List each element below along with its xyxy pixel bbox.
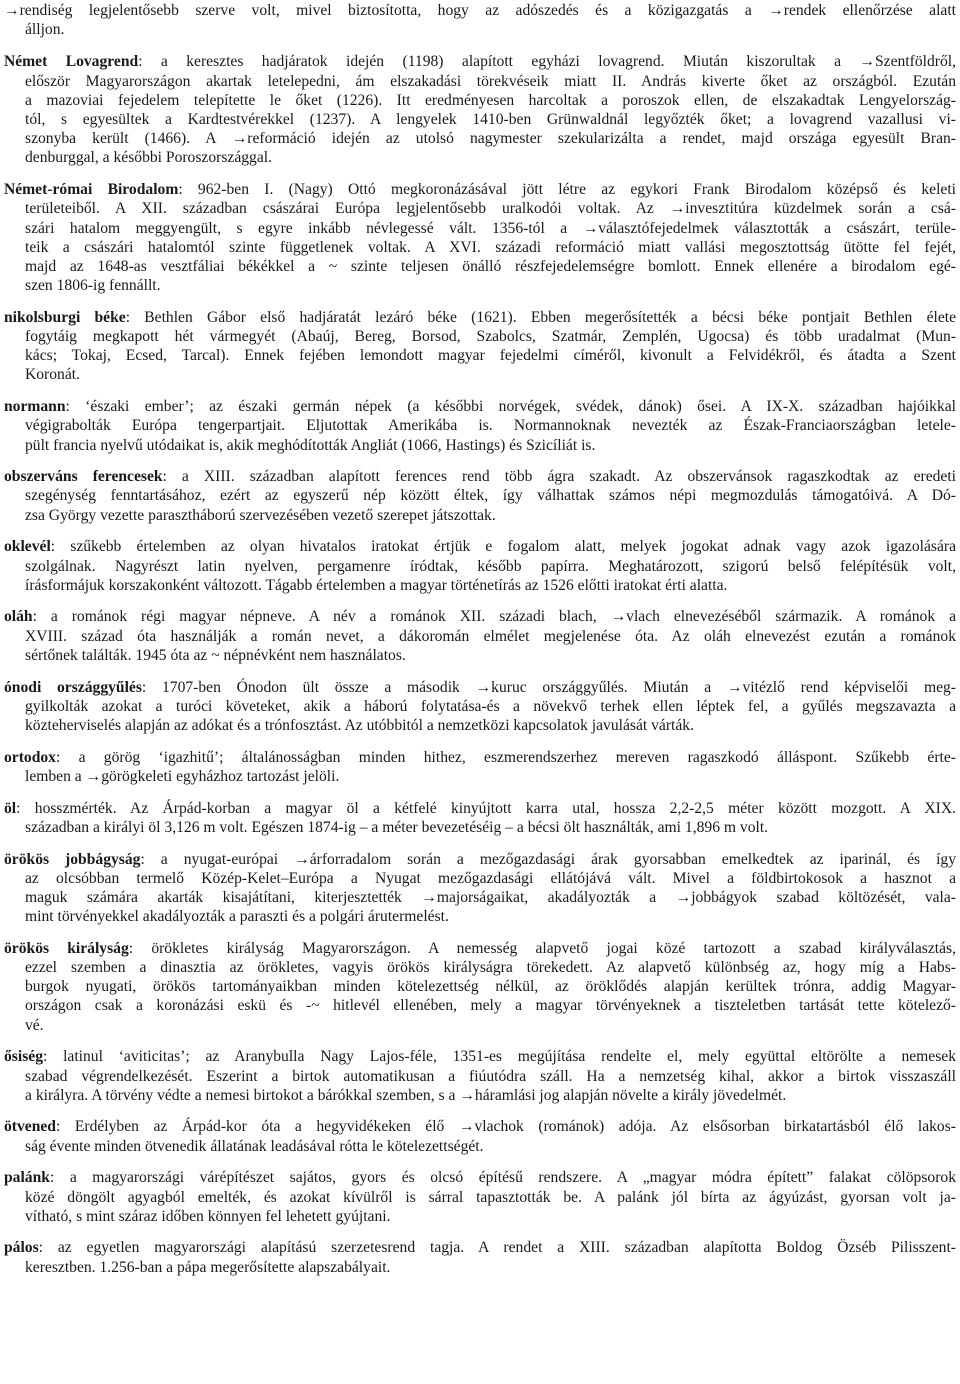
text-line: fogytáig megkapott hét vármegyét (Abaúj, Bereg, Borsod, Szabolcs, Szatmár, Zemplén, Ugocsa) és több uradalmat (Mun- (25, 328, 956, 346)
text-line: közteherviselés alapján az adókat és a trónfosztást. Az utóbbitól a nemzetközi kapcsolatok javulását várták. (25, 717, 694, 734)
entry-otvened (4, 1117, 956, 1155)
text-line: lemben a →görögkeleti egyházhoz tartozást jelöli. (25, 767, 340, 785)
entry-nikolsburgi-beke (4, 308, 956, 385)
text-line: szabad végrendelkezését. Eszerint a birtok automatikusan a fiúutódra száll. Ha a nemzetség kihal, akkor a birtok visszaszáll (25, 1067, 956, 1085)
text-line: : az egyetlen magyarországi alapítású szerzetesrend tagja. A rendet a XIII. században alapította Boldog Özséb Pilisszent- (38, 1239, 956, 1257)
text-line: burgok nyugati, örökös tartományaikban minden kötelezettség nélkül, az öröklődés alapján kerültek trónra, addig Magyar- (25, 978, 956, 996)
entry-olah (4, 607, 956, 665)
text-line: gyilkolták azokat a turóci követeket, akik a háború folytatása-és a növekvő terhek ellen léptek fel, a gyűlés megszavazta a (25, 697, 956, 715)
entry-oklevel (4, 537, 956, 595)
text-line: : hosszmérték. Az Árpád-korban a magyar öl a kétfelé kinyújtott karra utal, hossza 2,2-2,5 méter között mozgott. A XIX. (16, 799, 956, 817)
entry-onodi-orszaggyules (4, 678, 956, 736)
text-line: denburggal, a későbbi Poroszországgal. (25, 149, 272, 167)
entry-term: Német-római Birodalom (4, 181, 179, 199)
entry-term: Német Lovagrend (4, 53, 139, 71)
text-line: : a XIII. században alapított ferences rend több ágra szakadt. Az obszervánsok ragaszkodtak az eredeti (162, 468, 956, 486)
entry-osiseg (4, 1047, 956, 1105)
text-line: szegénység fenntartásához, ezért az egyszerű nép között éltek, így válhattak számos népi megmozdulás támogatóivá. A Dó- (25, 487, 956, 505)
text-line: ezzel szemben a dinasztia az örökletes, vagyis örökös királyságra törekedett. Az alapvető különbség az, hogy míg a Habs- (25, 959, 956, 977)
text-line: írásformájuk korszakonként változott. Tágabb értelemben a magyar történetírás az 1526 előtti iratokat érti alatta. (25, 576, 728, 594)
text-line: : szűkebb értelemben az olyan hivatalos iratokat értjük e fogalom alatt, melyek jogokat adnak vagy azok igazolására (50, 538, 956, 556)
entry-term: pálos (4, 1239, 39, 1257)
text-line: álljon. (25, 21, 65, 39)
text-line: vé. (25, 1016, 44, 1034)
text-line: →rendiség legjelentősebb szerve volt, mivel biztosította, hogy az adószedés és a közigazgatás a →rendek ellenőrzése alatt (4, 2, 956, 19)
entry-term: ónodi országgyűlés (4, 678, 142, 696)
text-line: pült francia nyelvű utódaikat is, akik meghódították Angliát (1066, Hastings) és Szicíliát is. (25, 436, 596, 454)
text-line: : Bethlen Gábor első hadjáratát lezáró béke (1621). Ebben megerősítették a bécsi béke pontjait Bethlen élete (125, 308, 956, 326)
text-line: szári hatalom meggyengült, s egyre inkább névlegessé vált. 1356-tól a →választófejedelmek választották a császárt, terüle- (25, 219, 956, 237)
text-line: szonyba került (1466). A →reformáció idején az utolsó nagymester szekularizálta a rendet, majd országa egyesült Bran- (25, 130, 956, 148)
text-line: keresztben. 1.256-ban a pápa megerősítette alapszabályait. (25, 1258, 391, 1276)
text-line: először Magyarországon akartak letelepedni, ám elszakadási törekvéseik miatt II. András kiverte őket az országból. Ezután (25, 72, 956, 90)
text-line: ság évente minden ötvenedik állatának leadásával rótta le kötelezettségét. (25, 1137, 484, 1155)
entry-term: oklevél (4, 538, 51, 556)
text-line: : örökletes királyság Magyarországon. A nemesség alapvető jogai közé tartozott a szabad királyválasztás, (128, 939, 956, 957)
text-line: szen 1806-ig fennállt. (25, 277, 161, 295)
entry-term: ortodox (4, 748, 56, 766)
text-line: : a románok régi magyar népneve. A név a románok XII. századi blach, →vlach elnevezéséből származik. A románok a (32, 608, 956, 626)
entry-term: oláh (4, 608, 33, 626)
text-line: században a királyi öl 3,126 m volt. Egészen 1874-ig – a méter bevezetéséig – a bécsi ölt használták, ami 1,896 m volt. (25, 818, 769, 836)
text-line: sértőnek találták. 1945 óta az ~ népnévként nem használatos. (25, 646, 406, 664)
text-line: XVIII. század óta használják a román nevet, a dákoromán elmélet megjelenése óta. Az oláh elnevezést ezután a románok (25, 627, 956, 645)
text-line: Koronát. (25, 366, 80, 384)
entry-orokos-kiralysag (4, 939, 956, 1035)
entry-term: normann (4, 398, 66, 416)
text-line: szolgálnak. Nagyrészt latin nyelven, pergamenre íródtak, később papírra. Meghatározott, szigorú belső felépítésük volt, (25, 557, 956, 575)
text-line: maguk számára akarták kisajátítani, kiterjesztették →majorságaikat, akadályozták a →jobbágyok szabad költözését, vala- (25, 888, 956, 906)
text-line: kács; Tokaj, Ecsed, Tarcal). Ennek fejében lemondott magyar fejedelmi címéről, kivonult a Felvidékről, és átadta a Szent (25, 347, 956, 365)
entry-nemet-lovagrend (4, 52, 956, 167)
entry-ortodox (4, 748, 956, 786)
entry-term: ötvened (4, 1118, 56, 1136)
text-line: : ‘északi ember’; az északi germán népek (a későbbi norvégek, svédek, dánok) ősei. A IX-X. században hajóikkal (65, 398, 956, 416)
entry-ol (4, 799, 956, 837)
entry-term: nikolsburgi béke (4, 308, 126, 326)
entry-term: örökös királyság (4, 939, 129, 957)
text-line: teik a császári hatalomtól szinte függetlenek voltak. A XVI. századi reformáció miatt vallási megosztottság ütötte fel fejét, (25, 238, 956, 256)
entry-term: obszerváns ferencesek (4, 468, 163, 486)
text-line: : a görög ‘igazhitű’; általánosságban minden hithez, eszmerendszerhez mereven ragaszkodó álláspont. Szűkebb érte- (55, 748, 956, 766)
text-line: : a nyugat-európai →árforradalom során a mezőgazdasági árak gyorsabban emelkedtek az iparinál, és így (140, 850, 956, 868)
text-line: országon csak a koronázási eskü és -~ hitlevél ellenében, mely a magyar törvényeknek a tiszteletben tartását tette kötelező- (25, 997, 956, 1015)
entry-orokos-jobbagysag (4, 850, 956, 927)
entry-normann (4, 397, 956, 455)
entry-term: ősiség (4, 1048, 43, 1066)
text-line: az olcsóbban termelő Közép-Kelet–Európa a Nyugat mezőgazdasági ellátójává vált. Mivel a földbirtokosok a hasznot a (25, 869, 956, 887)
entry-term: öl (4, 799, 17, 817)
text-line: vítható, s mint száraz időben könnyen fel lehetett gyújtani. (25, 1207, 391, 1225)
text-line: tól, s egyesültek a Kardtestvérekkel (1237). A lengyelek 1410-ben Grünwaldnál legyőzték őket; a lovagrend vazallusi vi- (25, 111, 956, 129)
entry-palank (4, 1168, 956, 1226)
text-line: a királyra. A törvény védte a nemesi birtokot a bárókkal szemben, s a →háramlási jog alapján növelte a király jövedelmét. (25, 1086, 787, 1104)
text-line: : 962-ben I. (Nagy) Ottó megkoronázásával jött létre az egykori Frank Birodalom középső és keleti (178, 181, 956, 199)
text-line: végigrabolták Európa tengerpartjait. Eljutottak Amerikába is. Normannoknak nevezték az Észak-Franciaországban letele- (25, 417, 956, 435)
entry-obszervans-ferencesek (4, 467, 956, 525)
text-line: : a keresztes hadjáratok idején (1198) alapított egyházi lovagrend. Miután kiszorultak a →Szentföldről, (138, 53, 956, 71)
text-line: majd az 1648-as vesztfáliai békékkel a ~ szinte teljesen önálló részfejedelemségre bomlott. Ennek ellenére a birodalom egé- (25, 257, 956, 275)
text-line: : 1707-ben Ónodon ült össze a második →kuruc országgyűlés. Miután a →vitézlő rend képviselői meg- (141, 678, 956, 696)
text-line: területeiből. A XII. században császárai Európa legjelentősebb uralkodói voltak. Az →invesztitúra küzdelmek során a csá- (25, 200, 956, 218)
text-line: mint törvényekkel akadályozták a paraszti és a polgári árutermelést. (25, 908, 449, 926)
text-line: : Erdélyben az Árpád-kor óta a hegyvidékeken élő →vlachok (románok) adója. Az elsősorban birkatartásból élő lakos- (55, 1118, 956, 1136)
entry-nemet-romai-birodalom (4, 180, 956, 295)
entry-palos (4, 1238, 956, 1276)
text-line: zsa György vezette parasztháború szervezésében vezető szerepet játszottak. (25, 506, 496, 524)
text-line: : latinul ‘aviticitas’; az Aranybulla Nagy Lajos-féle, 1351-es megújítása rendelte el, mely együttal eltörölte a nemesek (42, 1048, 956, 1066)
text-line: : a magyarországi várépítészet sajátos, gyors és olcsó építésű rendszere. A „magyar módra épített” falakat cölöpsorok (49, 1169, 956, 1187)
entry-term: örökös jobbágyság (4, 850, 141, 868)
text-line: a mazoviai fejedelem telepítette le őket (1226). Itt eredményesen harcoltak a poroszok ellen, de elszakadtak Lengyelország- (25, 91, 956, 109)
text-line: közé döngölt agyagból emelték, és azokat kívülről is sárral tapasztották be. A palánk jól bírta az ágyúzást, gyorsan volt ja- (25, 1188, 956, 1206)
entry-term: palánk (4, 1169, 50, 1187)
entry-rendiseg-continuation (4, 1, 956, 39)
